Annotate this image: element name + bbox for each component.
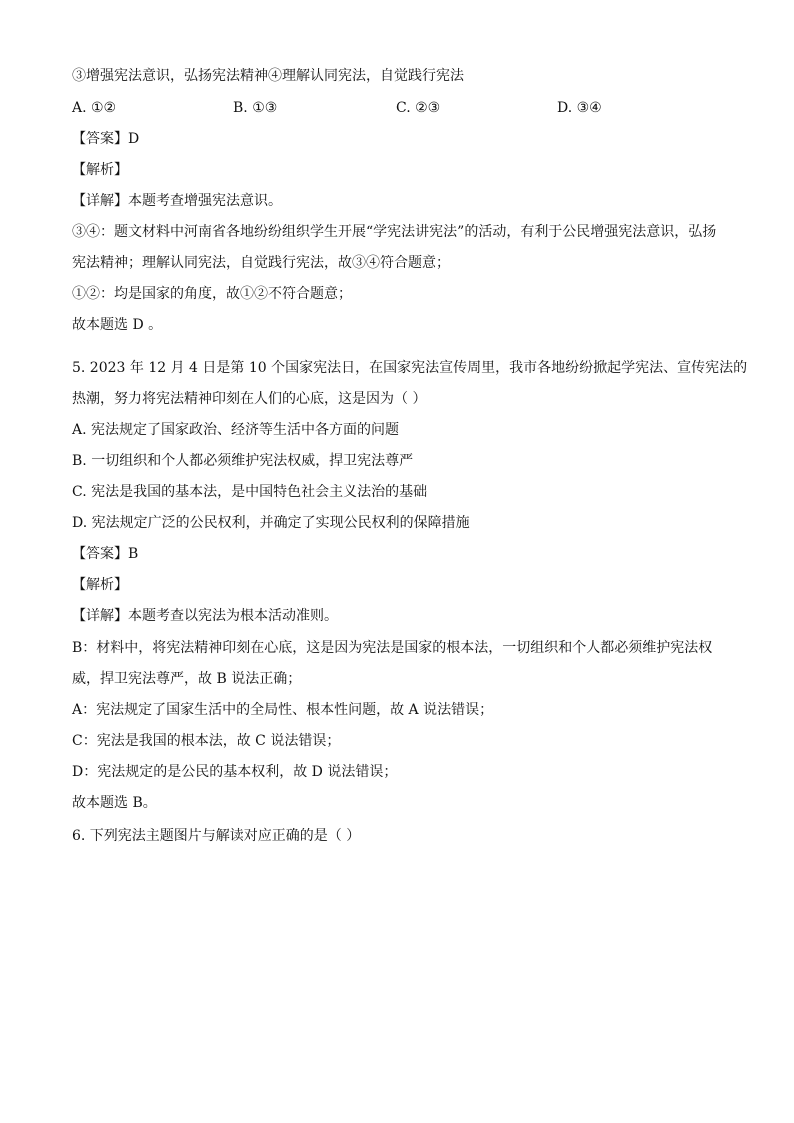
q5-option-c: C. 宪法是我国的基本法，是中国特色社会主义法治的基础 xyxy=(72,484,428,500)
q5-analysis-label: 【解析】 xyxy=(72,577,128,593)
q4-analysis-label: 【解析】 xyxy=(72,162,128,178)
q4-answer: 【答案】D xyxy=(72,131,140,147)
q4-explanation-2: 宪法精神；理解认同宪法，自觉践行宪法，故③④符合题意； xyxy=(72,255,450,271)
q5-detail: 【详解】本题考查以宪法为根本活动准则。 xyxy=(72,608,338,624)
q4-conclusion: 故本题选 D 。 xyxy=(72,317,163,333)
choice-a: A. ①② xyxy=(72,100,117,116)
choice-b: B. ①③ xyxy=(233,100,278,116)
q5-stem-2: 热潮，努力将宪法精神印刻在人们的心底，这是因为（ ） xyxy=(72,391,427,407)
q4-explanation-1: ③④：题文材料中河南省各地纷纷组织学生开展“学宪法讲宪法”的活动，有利于公民增强宪法意识，弘扬 xyxy=(72,224,717,240)
q5-explanation-a: A：宪法规定了国家生活中的全局性、根本性问题，故 A 说法错误； xyxy=(72,702,494,718)
q5-conclusion: 故本题选 B。 xyxy=(72,795,157,811)
choice-c: C. ②③ xyxy=(396,100,441,116)
choice-d: D. ③④ xyxy=(557,100,602,116)
q5-stem-1: 5. 2023 年 12 月 4 日是第 10 个国家宪法日，在国家宪法宣传周里，我市各地纷纷掀起学宪法、宣传宪法的 xyxy=(72,360,748,376)
q5-explanation-c: C：宪法是我国的根本法，故 C 说法错误； xyxy=(72,733,341,749)
q5-explanation-b-1: B：材料中，将宪法精神印刻在心底，这是因为宪法是国家的根本法，一切组织和个人都必须维护宪法权 xyxy=(72,640,713,656)
q4-detail: 【详解】本题考查增强宪法意识。 xyxy=(72,193,282,209)
q6-stem: 6. 下列宪法主题图片与解读对应正确的是（ ） xyxy=(72,828,361,844)
q5-answer: 【答案】B xyxy=(72,546,139,562)
q5-option-a: A. 宪法规定了国家政治、经济等生活中各方面的问题 xyxy=(72,422,400,438)
q4-explanation-3: ①②：均是国家的角度，故①②不符合题意； xyxy=(72,286,352,302)
q5-option-b: B. 一切组织和个人都必须维护宪法权威，捍卫宪法尊严 xyxy=(72,453,414,469)
q4-option-line: ③增强宪法意识，弘扬宪法精神④理解认同宪法，自觉践行宪法 xyxy=(72,68,464,84)
q5-explanation-d: D：宪法规定的是公民的基本权利，故 D 说法错误； xyxy=(72,764,398,780)
q5-explanation-b-2: 威，捍卫宪法尊严，故 B 说法正确； xyxy=(72,671,302,687)
q5-option-d: D. 宪法规定广泛的公民权利，并确定了实现公民权利的保障措施 xyxy=(72,515,470,531)
